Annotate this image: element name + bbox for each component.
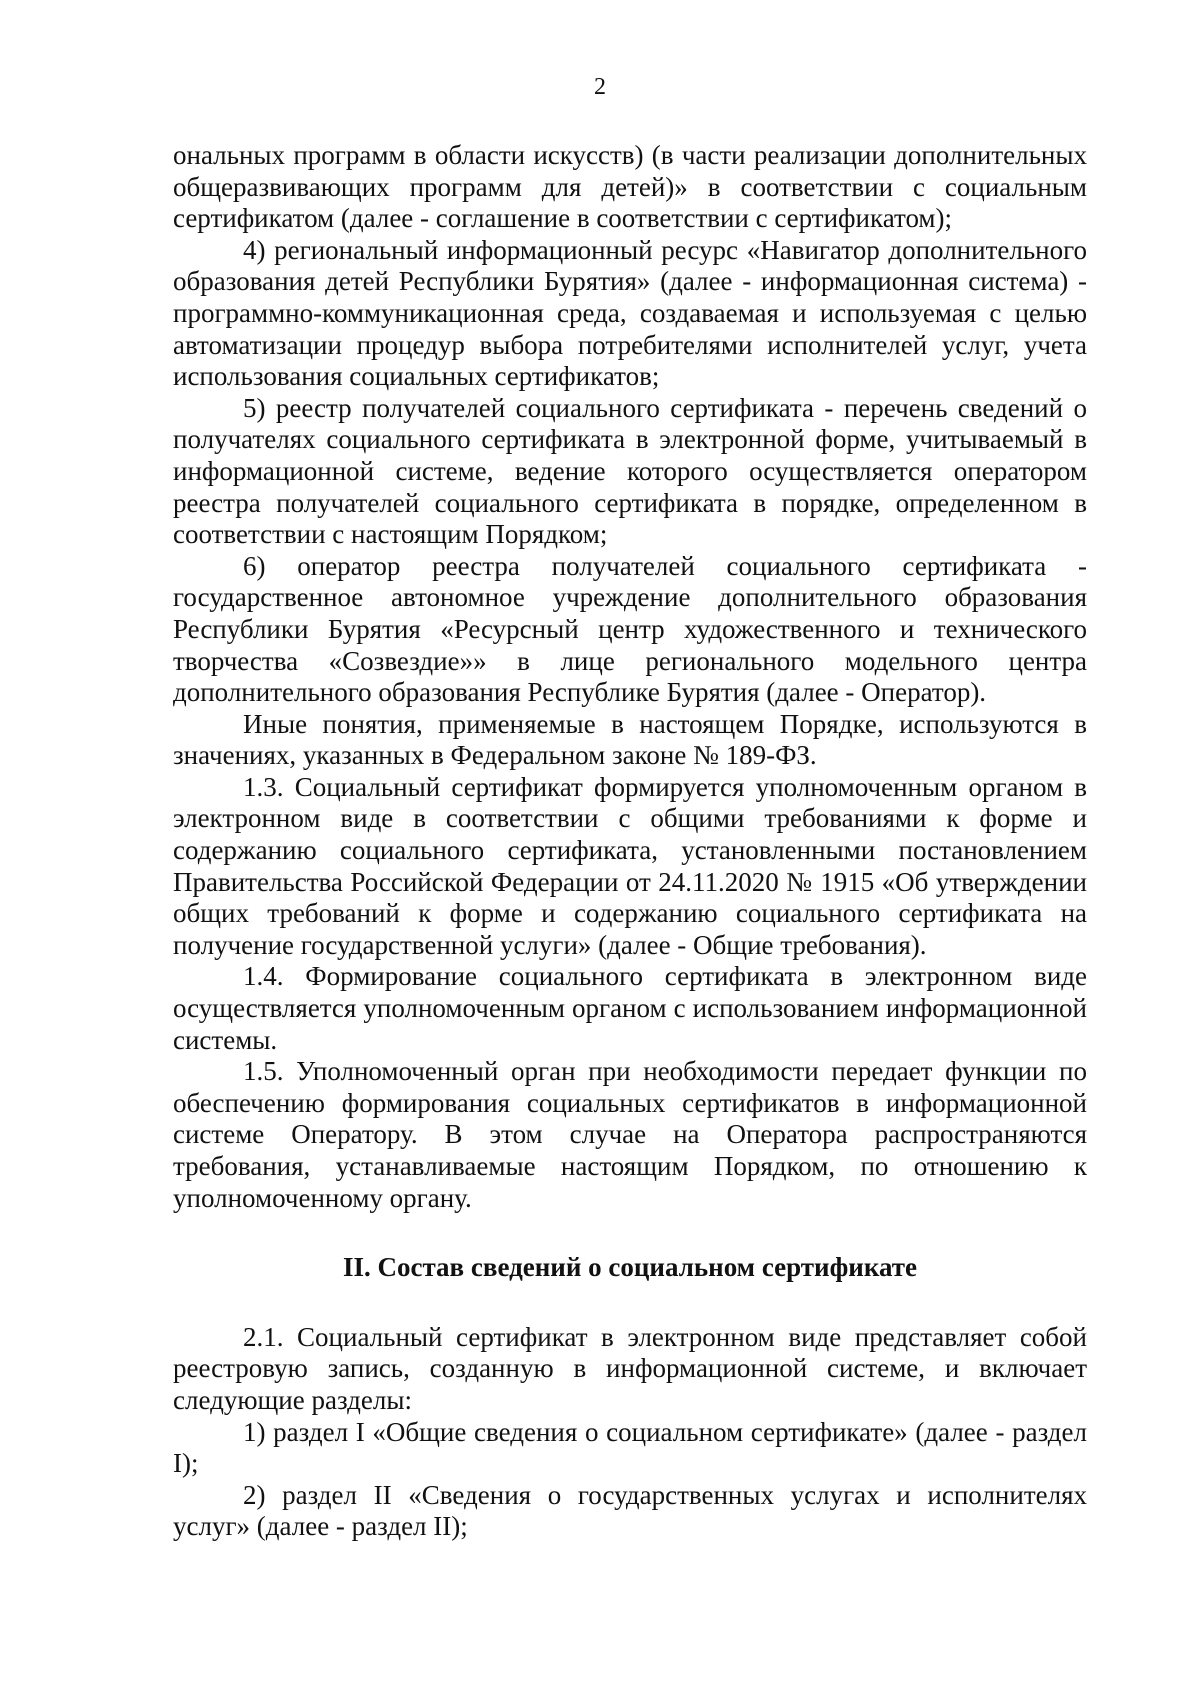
paragraph-section-2: 2) раздел II «Сведения о государственных услугах и исполнителях услуг» (далее - раздел II);	[173, 1479, 1087, 1542]
paragraph-1-5: 1.5. Уполномоченный орган при необходимости передает функции по обеспечению формирования социальных сертификатов в информационной системе Оператору. В этом случае на Оператора распространяются требования, устанавливаемые настоящим Порядком, по отношению к уполномоченному органу.	[173, 1056, 1087, 1213]
paragraph-continuation: ональных программ в области искусств) (в части реализации дополнительных общеразвивающих программ для детей)» в соответствии с социальным сертификатом (далее - соглашение в соответствии с сертификатом);	[173, 140, 1087, 234]
section-heading: II. Состав сведений о социальном сертификате	[342, 1252, 918, 1283]
paragraph-2-1: 2.1. Социальный сертификат в электронном виде представляет собой реестровую запись, созданную в информационной системе, и включает следующие разделы:	[173, 1321, 1087, 1415]
paragraph-section-1: 1) раздел I «Общие сведения о социальном сертификате» (далее - раздел I);	[173, 1416, 1087, 1479]
paragraph-1-3: 1.3. Социальный сертификат формируется уполномоченным органом в электронном виде в соответствии с общими требованиями к форме и содержанию социального сертификата, установленными постановлением Правительства Российской Федерации от 24.11.2020 № 1915 «Об утверждении общих требований к форме и содержанию социального сертификата на получение государственной услуги» (далее - Общие требования).	[173, 771, 1087, 960]
paragraph-1-4: 1.4. Формирование социального сертификата в электронном виде осуществляется уполномоченным органом с использованием информационной системы.	[173, 961, 1087, 1055]
paragraph-other-terms: Иные понятия, применяемые в настоящем Порядке, используются в значениях, указанных в Федеральном законе № 189-ФЗ.	[173, 708, 1087, 771]
page-number: 2	[594, 74, 606, 100]
paragraph-item-5: 5) реестр получателей социального сертификата - перечень сведений о получателях социального сертификата в электронной форме, учитываемый в информационной системе, ведение которого осуществляется оператором реестра получателей социального сертификата в порядке, определенном в соответствии с настоящим Порядком;	[173, 392, 1087, 550]
paragraph-item-4: 4) региональный информационный ресурс «Навигатор дополнительного образования детей Республики Бурятия» (далее - информационная система) - программно-коммуникационная среда, создаваемая и используемая с целью автоматизации процедур выбора потребителями исполнителей услуг, учета использования социальных сертификатов;	[173, 234, 1087, 392]
paragraph-item-6: 6) оператор реестра получателей социального сертификата - государственное автономное учреждение дополнительного образования Республики Бурятия «Ресурсный центр художественного и технического творчества «Созвездие»» в лице регионального модельного центра дополнительного образования Республике Бурятия (далее - Оператор).	[173, 550, 1087, 708]
document-body	[173, 140, 1087, 1543]
